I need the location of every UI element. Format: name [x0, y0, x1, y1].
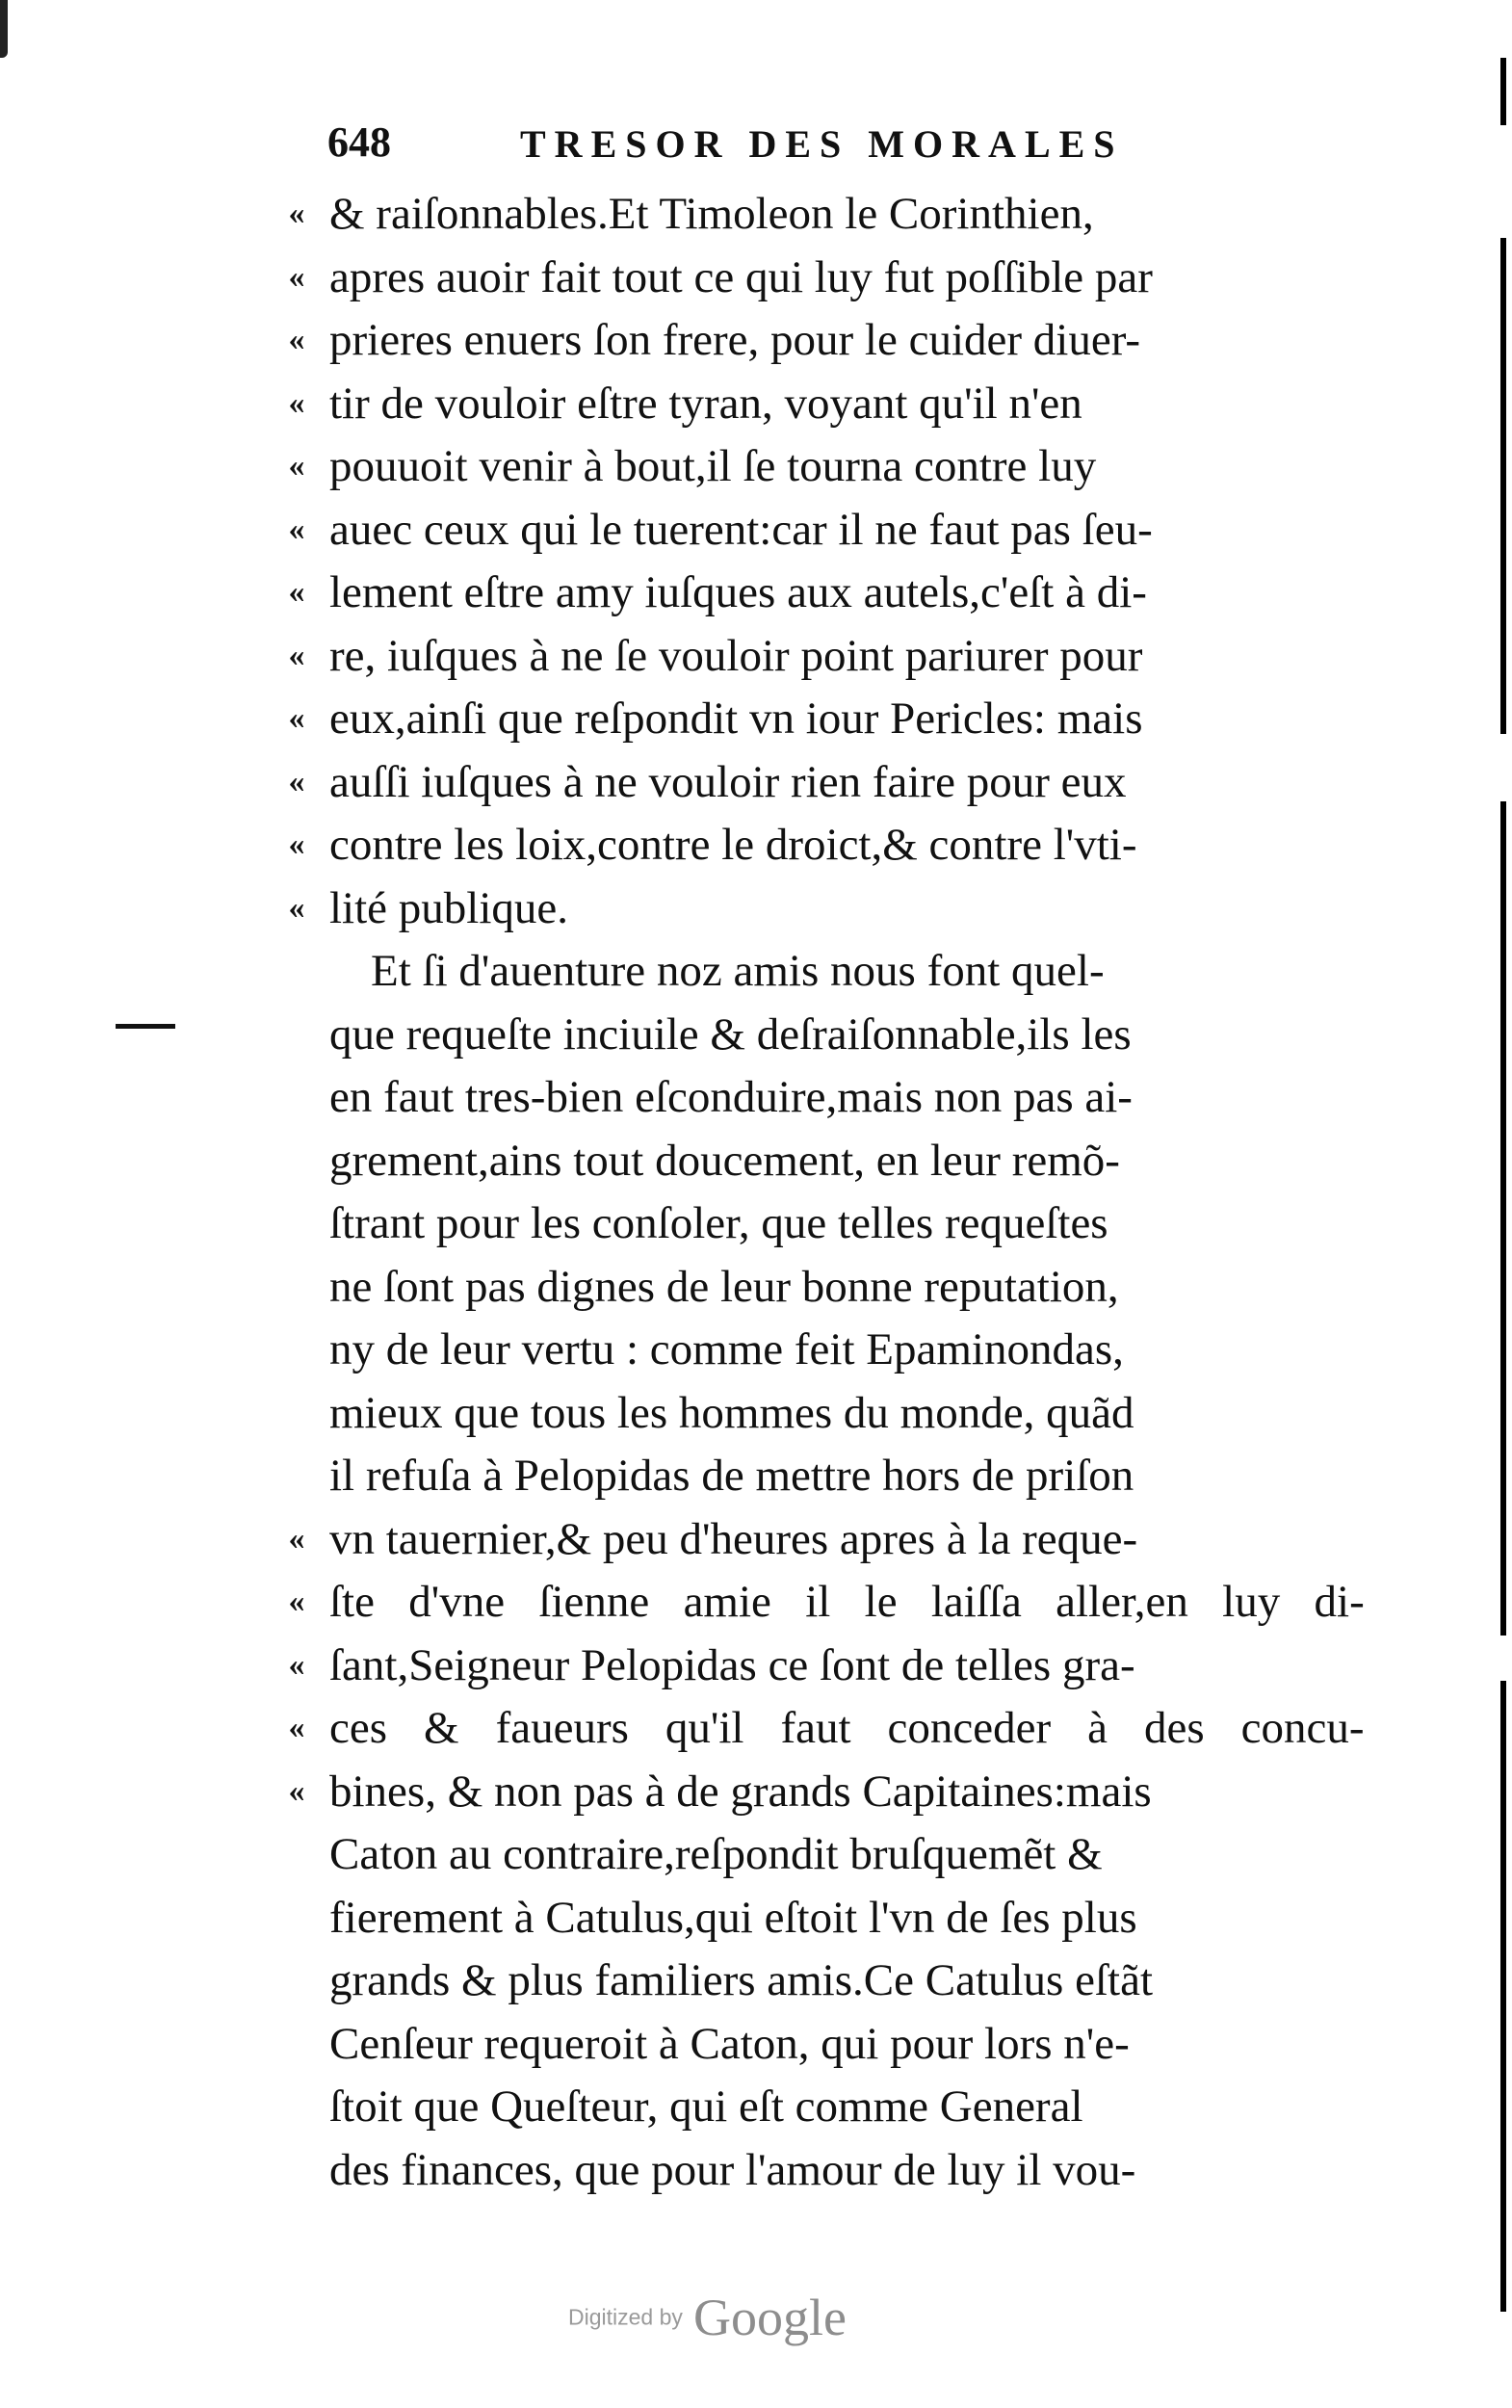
quote-mark: « — [288, 764, 305, 799]
text-line: auec ceux qui le tuerent:car il ne faut pas ſeu- — [329, 505, 1153, 555]
quote-mark: « — [288, 574, 305, 610]
text-line: apres auoir fait tout ce qui luy fut poſſible par — [329, 252, 1153, 302]
text-line: bines, & non pas à de grands Capitaines:mais — [329, 1767, 1152, 1817]
scan-edge-left — [0, 0, 8, 58]
text-line: eux,ainſi que reſpondit vn iour Pericles: mais — [329, 694, 1143, 744]
text-line: lité publique. — [329, 883, 569, 933]
text-line: lement eſtre amy iuſques aux autels,c'eſt à di- — [329, 567, 1147, 617]
text-line: & raiſonnables.Et Timoleon le Corinthien, — [329, 189, 1094, 239]
quote-mark: « — [288, 385, 305, 421]
text-line: ne ſont pas dignes de leur bonne reputation, — [329, 1262, 1119, 1312]
text-line: des finances, que pour l'amour de luy il vou- — [329, 2145, 1136, 2195]
google-logo: Google — [692, 2289, 847, 2346]
text-line: il refuſa à Pelopidas de mettre hors de priſon — [329, 1451, 1134, 1501]
text-line: grement,ains tout doucement, en leur remõ- — [329, 1136, 1120, 1186]
digitized-watermark — [568, 2288, 953, 2345]
text-line: fierement à Catulus,qui eſtoit l'vn de ſes plus — [329, 1893, 1137, 1943]
quote-mark: « — [288, 638, 305, 673]
running-head: TRESOR DES MORALES — [520, 122, 1124, 166]
text-line: Caton au contraire,reſpondit bruſquemẽt & — [329, 1829, 1103, 1879]
text-line: Et ſi d'auenture noz amis nous font quel- — [371, 946, 1105, 996]
quote-mark: « — [288, 511, 305, 547]
quote-mark: « — [288, 1710, 305, 1745]
quote-mark: « — [288, 1584, 305, 1619]
quote-mark: « — [288, 700, 305, 736]
text-line: ſtoit que Queſteur, qui eſt comme General — [329, 2081, 1083, 2132]
quote-mark: « — [288, 1521, 305, 1557]
quote-mark: « — [288, 196, 305, 231]
text-line: ſant,Seigneur Pelopidas ce ſont de telles gra- — [329, 1640, 1135, 1690]
quote-mark: « — [288, 259, 305, 295]
quote-mark: « — [288, 826, 305, 862]
quote-mark: « — [288, 890, 305, 926]
text-line: tir de vouloir eſtre tyran, voyant qu'il n'en — [329, 379, 1082, 429]
text-line: ny de leur vertu : comme feit Epaminondas, — [329, 1324, 1124, 1374]
text-line: ces & faueurs qu'il faut conceder à des concu- — [329, 1703, 1365, 1753]
text-line: mieux que tous les hommes du monde, quãd — [329, 1388, 1134, 1438]
text-line: ſtrant pour les conſoler, que telles requeſtes — [329, 1198, 1108, 1248]
text-line: contre les loix,contre le droict,& contre l'vti- — [329, 820, 1137, 870]
text-line: prieres enuers ſon frere, pour le cuider diuer- — [329, 315, 1141, 365]
text-line: pouuoit venir à bout,il ſe tourna contre luy — [329, 441, 1097, 491]
quote-mark: « — [288, 322, 305, 357]
quote-mark: « — [288, 1773, 305, 1809]
text-line: ſte d'vne ſienne amie il le laiſſa aller,en luy di- — [329, 1577, 1365, 1627]
text-line: Cenſeur requeroit à Caton, qui pour lors n'e- — [329, 2019, 1130, 2069]
text-line: grands & plus familiers amis.Ce Catulus eſtãt — [329, 1955, 1153, 2005]
quote-mark: « — [288, 1647, 305, 1683]
text-line: vn tauernier,& peu d'heures apres à la reque- — [329, 1514, 1138, 1564]
margin-dash — [116, 1024, 175, 1029]
text-line: en faut tres-bien eſconduire,mais non pas ai- — [329, 1072, 1133, 1122]
page-number: 648 — [327, 118, 391, 166]
text-line: re, iuſques à ne ſe vouloir point pariurer pour — [329, 631, 1143, 681]
watermark-prefix: Digitized by — [568, 2304, 683, 2330]
scan-edge-right — [1500, 58, 1506, 2312]
quote-mark: « — [288, 448, 305, 484]
text-line: que requeſte inciuile & deſraiſonnable,ils les — [329, 1009, 1132, 1060]
page-header — [327, 118, 1252, 177]
text-line: auſſi iuſques à ne vouloir rien faire pour eux — [329, 757, 1127, 807]
